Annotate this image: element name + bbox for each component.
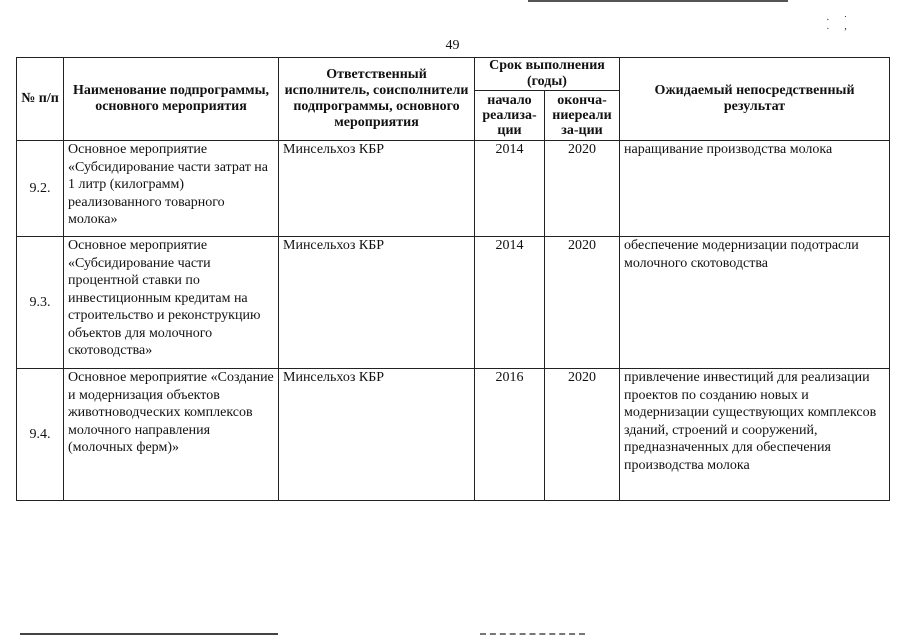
bottom-rule-left (20, 633, 278, 635)
row-end-year: 2020 (545, 141, 620, 237)
row-start-year: 2016 (475, 369, 545, 501)
header-term: Срок выполнения (годы) (475, 58, 620, 91)
header-num: № п/п (17, 58, 64, 141)
header-responsible: Ответственный исполнитель, соисполнители подпрограммы, основного мероприятия (279, 58, 475, 141)
row-start-year: 2014 (475, 141, 545, 237)
row-result: обеспечение модернизации подотрасли молочного скотоводства (620, 237, 890, 369)
row-start-year: 2014 (475, 237, 545, 369)
row-num: 9.4. (17, 369, 64, 501)
row-end-year: 2020 (545, 237, 620, 369)
row-name: Основное мероприятие «Субсидирование части затрат на 1 литр (килограмм) реализованного товарного молока» (64, 141, 279, 237)
table-row (17, 237, 890, 369)
row-responsible: Минсельхоз КБР (279, 237, 475, 369)
bottom-rule-center (480, 633, 585, 635)
page-number: 49 (445, 38, 460, 53)
header-end: оконча-ниереали за-ции (545, 91, 620, 141)
corner-marks: ·˙ ˙ʼ (826, 14, 862, 38)
row-num: 9.2. (17, 141, 64, 237)
table-header (17, 58, 890, 141)
row-responsible: Минсельхоз КБР (279, 369, 475, 501)
table-row (17, 369, 890, 501)
header-result: Ожидаемый непосредственный результат (620, 58, 890, 141)
row-result: привлечение инвестиций для реализации проектов по созданию новых и модернизации существующих комплексов зданий, строений и сооружений, предназначенных для обеспечения производства молока (620, 369, 890, 501)
row-name: Основное мероприятие «Создание и модернизация объектов животноводческих комплексов молочного направления (молочных ферм)» (64, 369, 279, 501)
row-result: наращивание производства молока (620, 141, 890, 237)
row-end-year: 2020 (545, 369, 620, 501)
row-responsible: Минсельхоз КБР (279, 141, 475, 237)
row-num: 9.3. (17, 237, 64, 369)
row-name: Основное мероприятие «Субсидирование части процентной ставки по инвестиционным кредитам на строительство и реконструкцию объектов для молочного скотоводства» (64, 237, 279, 369)
top-rule (528, 0, 788, 2)
table-row (17, 141, 890, 237)
header-start: начало реализа-ции (475, 91, 545, 141)
program-table (16, 57, 890, 501)
header-name: Наименование подпрограммы, основного мероприятия (64, 58, 279, 141)
